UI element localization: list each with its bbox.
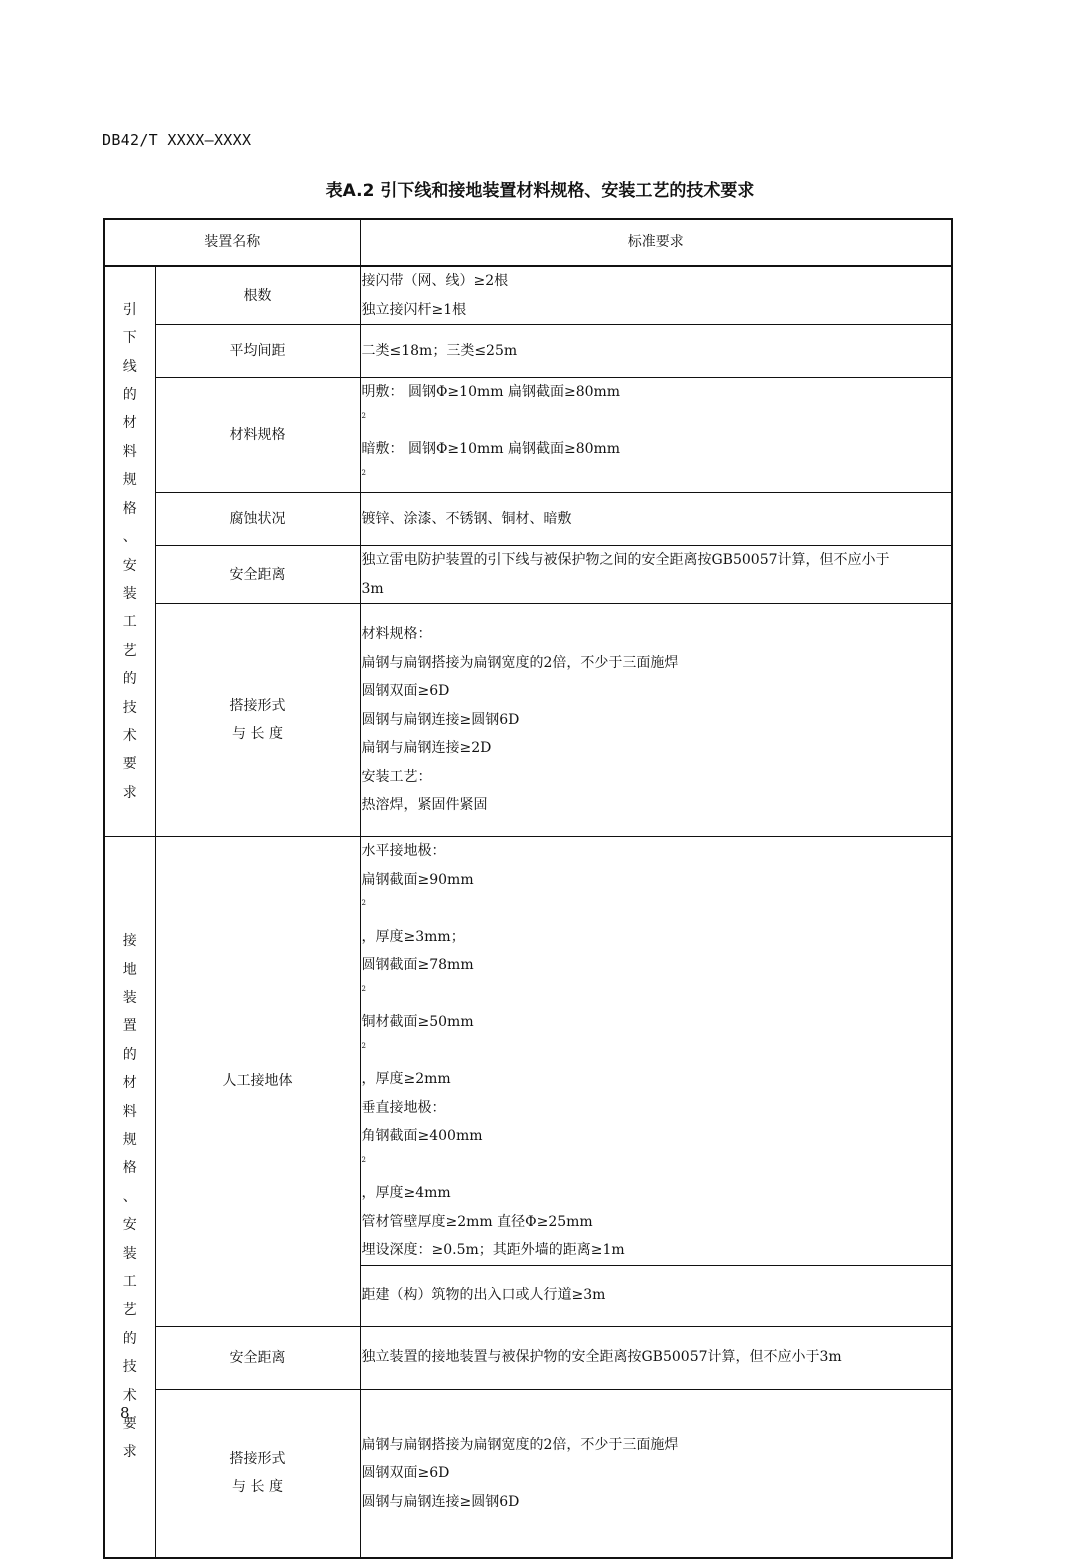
table-row — [104, 378, 952, 493]
table-header-row — [104, 219, 952, 266]
item-name-count: 根数 — [155, 266, 360, 325]
item-name-corrosion: 腐蚀状况 — [155, 493, 360, 546]
column-header-standard-requirement: 标准要求 — [360, 219, 952, 266]
item-requirement: 材料规格： 扁钢与扁钢搭接为扁钢宽度的2倍，不少于三面施焊 圆钢双面≥6D 圆钢与扁钢连接≥圆钢6D 扁钢与扁钢连接≥2D 安装工艺： 热溶焊，紧固件紧固 — [360, 604, 952, 837]
item-requirement: 水平接地极： 扁钢截面≥90mm $^2$ ，厚度≥3mm； 圆钢截面≥78mm $^2$ 铜材截面≥50mm $^2$ ，厚度≥2mm 垂直接地极： 角钢截面≥400mm $^2$ ，厚度≥4mm 管材管壁厚度≥2mm 直径Φ≥25mm 埋设深度：≥0.5m；其距外墙的距离≥1m — [360, 837, 952, 1266]
table-row — [104, 837, 952, 1266]
table-row — [104, 1326, 952, 1389]
item-name-lap-form-length: 搭接形式 与 长 度 — [155, 604, 360, 837]
item-requirement: 距建（构）筑物的出入口或人行道≥3m — [360, 1265, 952, 1326]
item-name-safety-distance: 安全距离 — [155, 546, 360, 604]
item-requirement: 二类≤18m；三类≤25m — [360, 325, 952, 378]
group-label-down-conductor: 引 下 线 的 材 料 规 格 、 安 装 工 艺 的 技 术 要 求 — [104, 266, 155, 837]
table-row — [104, 493, 952, 546]
table-caption: 表A.2 引下线和接地装置材料规格、安装工艺的技术要求 — [325, 181, 755, 201]
item-requirement: 明敷： 圆钢Φ≥10mm 扁钢截面≥80mm $^2$ 暗敷： 圆钢Φ≥10mm 扁钢截面≥80mm $^2$ — [360, 378, 952, 493]
item-requirement: 独立雷电防护装置的引下线与被保护物之间的安全距离按GB50057计算，但不应小于 3m — [360, 546, 952, 604]
table-row — [104, 325, 952, 378]
item-requirement: 扁钢与扁钢搭接为扁钢宽度的2倍，不少于三面施焊 圆钢双面≥6D 圆钢与扁钢连接≥圆钢6D — [360, 1389, 952, 1558]
spec-table — [103, 218, 953, 1559]
page-number: 8 — [120, 1404, 130, 1422]
item-requirement: 镀锌、涂漆、不锈钢、铜材、暗敷 — [360, 493, 952, 546]
item-name-artificial-earth-electrode: 人工接地体 — [155, 837, 360, 1327]
item-name-average-spacing: 平均间距 — [155, 325, 360, 378]
item-requirement: 接闪带（网、线）≥2根 独立接闪杆≥1根 — [360, 266, 952, 325]
column-header-device-name: 装置名称 — [104, 219, 360, 266]
item-requirement: 独立装置的接地装置与被保护物的安全距离按GB50057计算，但不应小于3m — [360, 1326, 952, 1389]
table-row — [104, 266, 952, 325]
item-name-material-spec: 材料规格 — [155, 378, 360, 493]
item-name-safety-distance: 安全距离 — [155, 1326, 360, 1389]
table-row — [104, 1389, 952, 1558]
document-code: DB42/T XXXX—XXXX — [102, 131, 252, 149]
item-name-lap-form-length: 搭接形式 与 长 度 — [155, 1389, 360, 1558]
table-row — [104, 546, 952, 604]
group-label-grounding-device: 接 地 装 置 的 材 料 规 格 、 安 装 工 艺 的 技 术 要 求 — [104, 837, 155, 1559]
table-row — [104, 604, 952, 837]
